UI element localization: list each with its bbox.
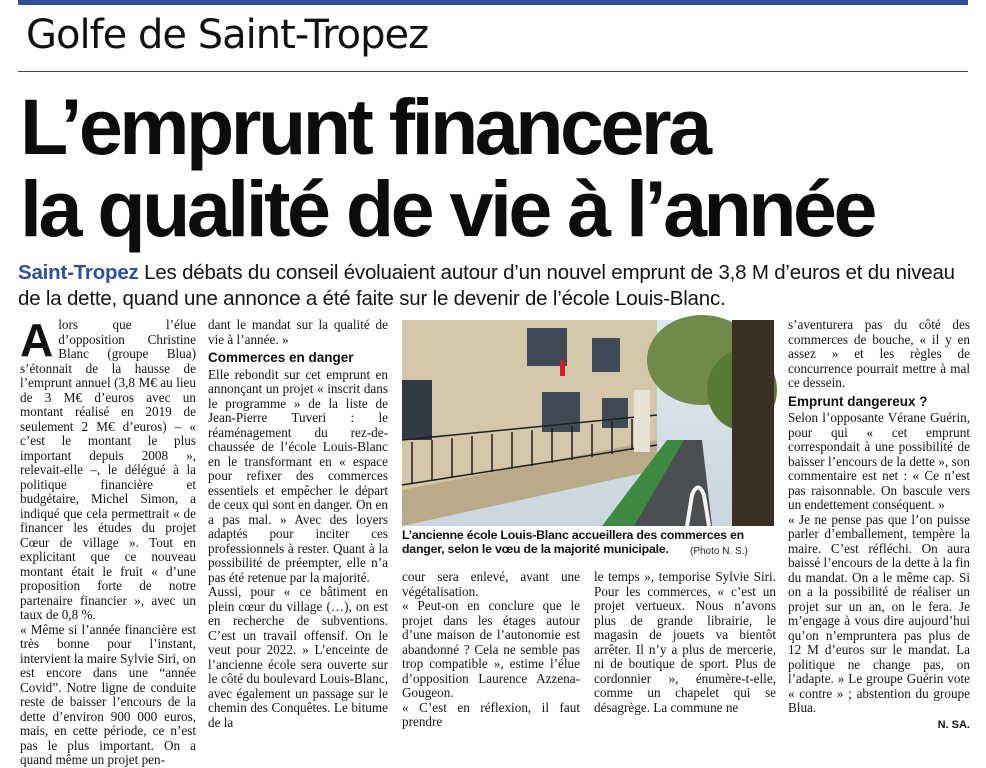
text-column-5 — [788, 317, 970, 731]
section-title: Golfe de Saint-Tropez — [26, 12, 429, 58]
text-column-2 — [208, 317, 388, 730]
section-divider — [18, 71, 968, 72]
paragraph: Selon l’opposante Vérane Guérin, pour qui « cet emprunt correspondait à une possibilité de baisser l’encours de la dette », son commentaire est net : « Ce n’est pas raisonnable. On bascule vers un endettement conséquent. » — [788, 410, 970, 512]
paragraph: s’aventurera pas du côté des commerces de bouche, « il y en assez » et les règles de concurrence pourrait mettre à mal ce dessein. — [788, 317, 970, 390]
top-accent-bar — [18, 0, 968, 5]
paragraph: Elle rebondit sur cet emprunt en annonçant un projet « inscrit dans le programme » de la liste de Jean-Pierre Tuveri : le réaménagement du rez-de-chaussée de l’école Louis-Blanc en le transformant en « espace pour refixer des commerces essentiels et empêcher le départ de ceux qui sont en danger. On en a pas mal. » Avec des loyers adaptés pour inciter ces professionnels à rester. Quant à la possibilité de préempter, elle n’a pas été retenue par la majorité. — [208, 366, 388, 585]
paragraph: Aussi, pour « ce bâtiment en plein cœur du village (…), on est en recherche de subventions. C’est un travail offensif. On le veut pour 2022. » L’enceinte de l’ancienne école sera ouverte sur le côté du boulevard Louis-Blanc, avec également un passage sur le chemin des Conquêtes. Le bitume de la — [208, 584, 388, 730]
photo-caption: L’ancienne école Louis-Blanc accueillera des commerces en danger, selon le vœu de la majorité municipale. — [402, 528, 744, 556]
paragraph: lors que l’élue d’opposition Christine Blanc (groupe Blua) s’étonnait de la hausse de l’emprunt annuel (3,8 M€ au lieu de 3 M€ d’euros avec un montant réalisé en 2019 de seulement 2 M€ d’euros) – « c’est le montant le plus important depuis 2008 », relevait-elle –, le délégué à la politique financière et budgétaire, Michel Simon, a indiqué que cela permettrait « de financer les études du projet Cœur de village ». Tout en explicitant que ce nouveau montant était le fruit « d’une proposition forte de notre partenaire financier », avec un taux de 0,8 %. — [20, 317, 196, 622]
lead-location: Saint-Tropez — [18, 261, 139, 284]
photo-credit: (Photo N. S.) — [690, 546, 748, 557]
school-photo — [402, 320, 774, 526]
author-signature: N. SA. — [937, 718, 970, 731]
headline-line-1: L’emprunt financera — [20, 82, 709, 171]
text-column-4 — [594, 570, 776, 718]
lead-text: Les débats du conseil évoluaient autour d’un nouvel emprunt de 3,8 M d’euros et du niveau de la dette, quand une annonce a été faite sur le devenir de l’école Louis-Blanc. — [18, 261, 955, 310]
paragraph: « Même si l’année financière est très bonne pour l’instant, intervient la maire Sylvie Siri, on est encore dans une “année Covid”. Notre ligne de conduite reste de baisser l’encours de la dette d’environ 900 000 euros, mais, en cette période, ce n’est pas le plus important. On a quand même un projet pen- — [20, 621, 196, 767]
article-lead — [18, 260, 978, 312]
headline-line-2: la qualité de vie à l’année — [20, 164, 874, 253]
text-column-3 — [402, 569, 580, 729]
drop-cap: A — [20, 314, 54, 366]
paragraph: « Je ne pense pas que l’on puisse parler d’emballement, tempère la maire. C’est réfléchi. On aura baissé l’encours de la dette à la fin du mandat. On a le même cap. Si on a la possibilité de réaliser un projet sur un an, on le fera. Je m’engage à vous dire aujourd’hui qu’on n’empruntera pas plus de 12 M d’euros sur le mandat. La politique ne change pas, on l’adapte. » Le groupe Guérin vote « contre » ; abstention du groupe Blua. — [788, 511, 970, 715]
text-column-1 — [20, 314, 196, 767]
paragraph: dant le mandat sur la qualité de vie à l’année. » — [208, 317, 388, 347]
article-headline — [20, 82, 970, 253]
subheading-commerces: Commerces en danger — [208, 350, 354, 365]
paragraph: cour sera enlevé, avant une végétalisation. — [402, 569, 580, 599]
paragraph: le temps », temporise Sylvie Siri. Pour les commerces, « c’est un projet vertueux. Nous n’avons plus de grande librairie, le magasin de jouets va bientôt arrêter. Il n’y a plus de mercerie, ni de boutique de sport. Plus de cordonnier », énumère-t-elle, comme un chapelet qui se désagrège. La commune ne — [594, 569, 776, 715]
subheading-emprunt: Emprunt dangereux ? — [788, 393, 928, 409]
paragraph: « Peut-on en conclure que le projet dans les étages autour d’une maison de l’autonomie est abandonné ? Cela ne semble pas trop compatible », estime l’élue d’opposition Laurence Azzena-Gougeon. — [402, 598, 580, 700]
paragraph: « C’est en réflexion, il faut prendre — [402, 699, 580, 729]
school-photo-illustration — [402, 320, 774, 526]
